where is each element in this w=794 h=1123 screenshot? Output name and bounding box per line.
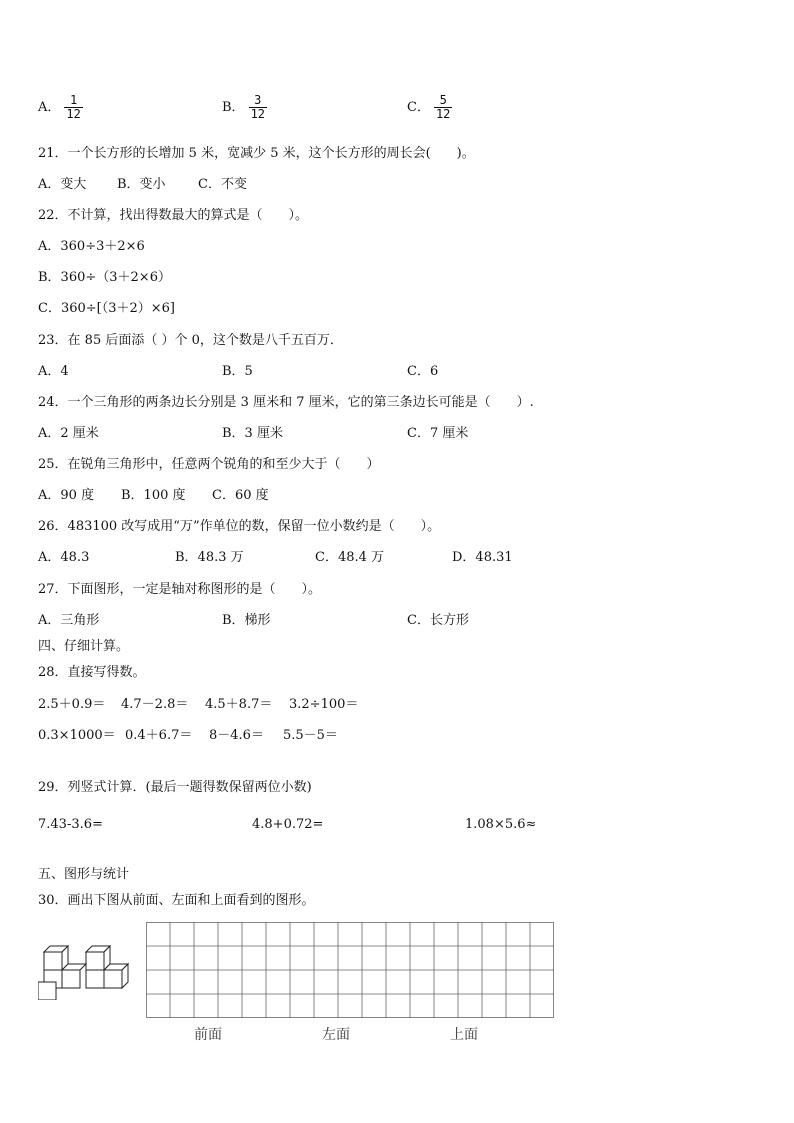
q20-option-b	[222, 94, 267, 121]
vertical-calc-item: 1.08×5.6≈	[465, 817, 537, 832]
option-label: C．	[407, 100, 430, 115]
q21-text: 21．一个长方形的长增加 5 米，宽减少 5 米，这个长方形的周长会( )。	[38, 146, 475, 161]
q24-option-b: B．3 厘米	[222, 426, 283, 441]
label-top-view: 上面	[450, 1027, 478, 1043]
q26-option-d: D．48.31	[452, 550, 513, 565]
numerator: 3	[254, 93, 262, 107]
option-label: B．	[222, 100, 245, 115]
q26-text: 26．483100 改写成用“万”作单位的数，保留一位小数约是（ ）。	[38, 519, 441, 534]
q24-text: 24．一个三角形的两条边长分别是 3 厘米和 7 厘米，它的第三条边长可能是（ ）.	[38, 395, 534, 410]
q23-option-a: A．4	[38, 364, 69, 379]
fraction	[64, 94, 82, 121]
q22-option-a: A．360÷3＋2×6	[38, 239, 145, 254]
q28-text: 28．直接写得数。	[38, 665, 146, 680]
numerator: 5	[439, 93, 447, 107]
q24-option-c: C．7 厘米	[407, 426, 469, 441]
option-label: A．	[38, 100, 61, 115]
q23-option-c: C．6	[407, 364, 439, 379]
q27-text: 27．下面图形，一定是轴对称图形的是（ ）。	[38, 582, 322, 597]
q25-text: 25．在锐角三角形中，任意两个锐角的和至少大于（ ）	[38, 457, 380, 472]
label-left-view: 左面	[322, 1027, 350, 1043]
calc-item: 0.4＋6.7＝	[125, 728, 193, 743]
q20-option-a	[38, 94, 83, 121]
q25-option-c: C．60 度	[212, 488, 269, 503]
calc-item: 8－4.6＝	[209, 728, 264, 743]
label-front-view: 前面	[194, 1027, 222, 1043]
calc-item: 5.5－5＝	[283, 728, 338, 743]
q26-option-c: C．48.4 万	[315, 550, 385, 565]
q20-option-c	[407, 94, 452, 121]
q27-option-c: C．长方形	[407, 613, 469, 628]
section-4-heading: 四、仔细计算。	[38, 639, 130, 654]
q22-option-c: C．360÷[（3＋2）×6]	[38, 301, 176, 316]
denominator: 12	[250, 107, 266, 121]
vertical-calc-item: 4.8+0.72=	[252, 817, 324, 832]
numerator: 1	[70, 93, 78, 107]
q30-text: 30．画出下图从前面、左面和上面看到的图形。	[38, 893, 315, 908]
q21-option-a: A．变大	[38, 177, 87, 192]
calc-item: 4.7－2.8＝	[121, 697, 189, 712]
calc-item: 0.3×1000＝	[38, 728, 116, 743]
q21-option-b: B．变小	[117, 177, 166, 192]
calc-item: 2.5＋0.9＝	[38, 697, 106, 712]
q26-option-a: A．48.3	[38, 550, 90, 565]
q23-text: 23．在 85 后面添（ ）个 0，这个数是八千五百万．	[38, 333, 343, 348]
denominator: 12	[66, 107, 81, 121]
q24-option-a: A．2 厘米	[38, 426, 99, 441]
q22-option-b: B．360÷（3＋2×6）	[38, 270, 171, 285]
q22-text: 22．不计算，找出得数最大的算式是（ ）。	[38, 208, 309, 223]
calc-item: 4.5＋8.7＝	[205, 697, 273, 712]
calc-item: 3.2÷100＝	[289, 697, 359, 712]
drawing-grid	[146, 922, 554, 1018]
denominator: 12	[435, 107, 451, 121]
section-5-heading: 五、图形与统计	[38, 867, 130, 882]
q23-option-b: B．5	[222, 364, 253, 379]
q27-option-b: B．梯形	[222, 613, 271, 628]
fraction	[434, 94, 452, 121]
q21-option-c: C．不变	[198, 177, 247, 192]
q29-text: 29．列竖式计算．(最后一题得数保留两位小数)	[38, 780, 312, 795]
cube-stack-figure	[38, 940, 134, 1000]
q26-option-b: B．48.3 万	[175, 550, 244, 565]
q25-option-b: B．100 度	[121, 488, 186, 503]
q25-option-a: A．90 度	[38, 488, 95, 503]
fraction	[249, 94, 267, 121]
vertical-calc-item: 7.43-3.6=	[38, 817, 103, 832]
q27-option-a: A．三角形	[38, 613, 100, 628]
